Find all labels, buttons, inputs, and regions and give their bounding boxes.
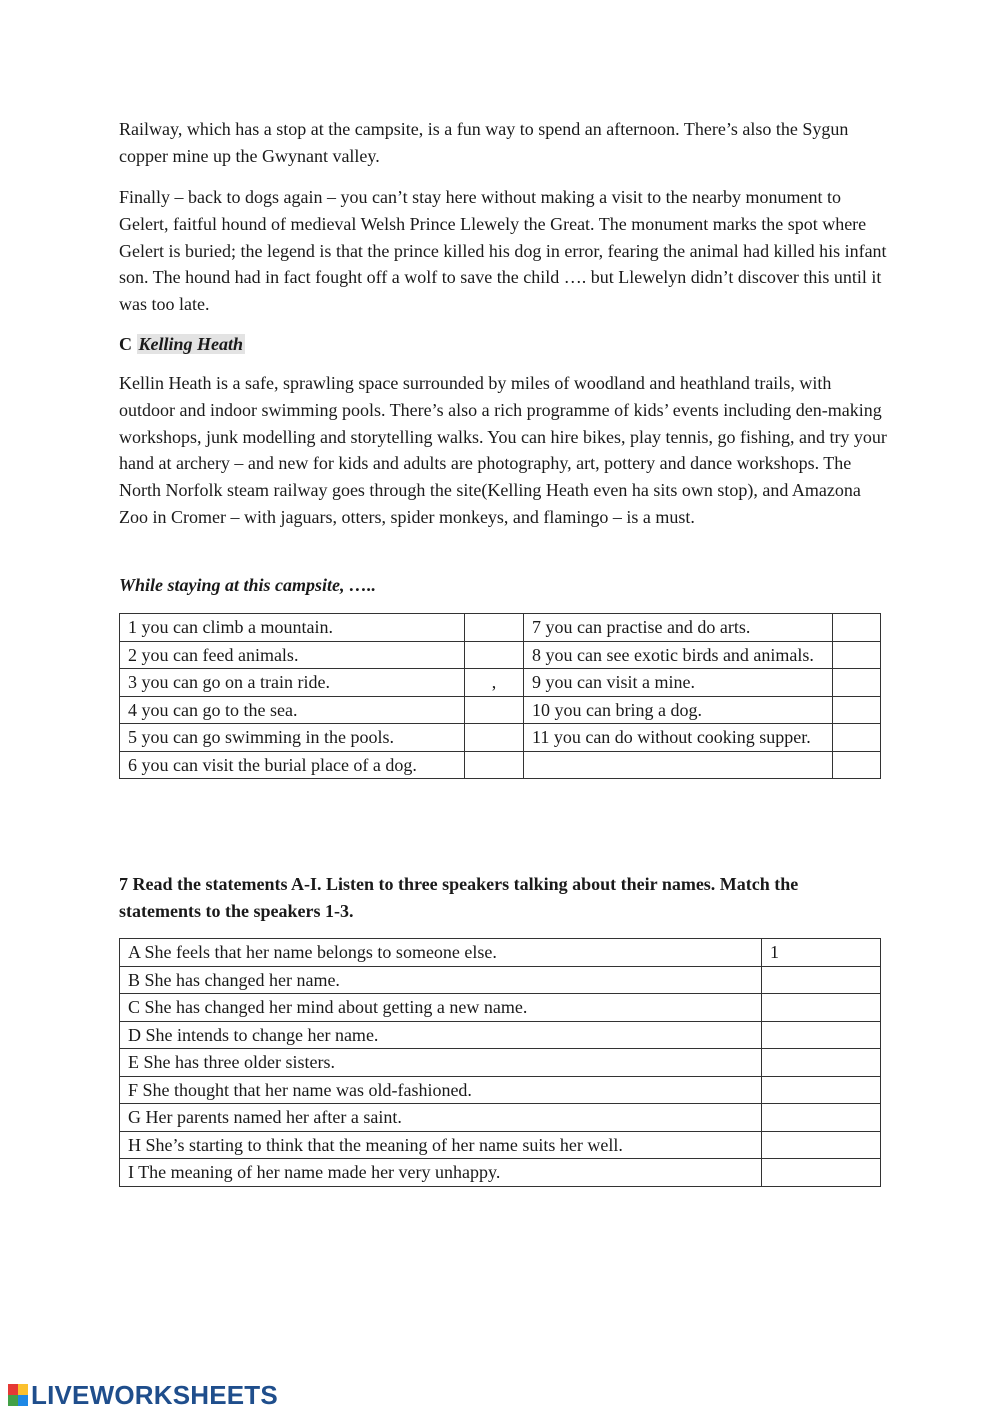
activity-cell [524,751,833,779]
statements-table [119,938,881,1187]
campsite-table [119,613,881,779]
paragraph-gelert: Finally – back to dogs again – you can’t stay here without making a visit to the nearby monument to Gelert, faitful hound of medieval Welsh Prince Llewely the Great. The monument marks the spot where Gelert is buried; the legend is that the prince killed his dog in error, fearing the animal had killed his infant son. The hound had in fact fought off a wolf to save the child …. but Llewelyn didn’t discover this until it was too late. [119,187,887,315]
activity-cell: 2 you can feed animals. [120,641,465,669]
answer-cell[interactable] [465,641,524,669]
activity-cell: 8 you can see exotic birds and animals. [524,641,833,669]
answer-cell[interactable] [465,696,524,724]
statement-text: G Her parents named her after a saint. [120,1104,762,1132]
answer-cell[interactable] [833,641,881,669]
activity-cell: 6 you can visit the burial place of a dog. [120,751,465,779]
answer-cell[interactable] [833,696,881,724]
statement-text: D She intends to change her name. [120,1021,762,1049]
answer-cell[interactable] [833,614,881,642]
statement-row [120,1104,881,1132]
activity-cell: 1 you can climb a mountain. [120,614,465,642]
campsite-row [120,724,881,752]
speaker-answer-cell[interactable] [762,966,881,994]
statement-text: H She’s starting to think that the meaning of her name suits her well. [120,1131,762,1159]
activity-cell: 3 you can go on a train ride. [120,669,465,697]
answer-cell[interactable] [833,751,881,779]
statement-text: A She feels that her name belongs to someone else. [120,939,762,967]
speaker-answer-cell[interactable] [762,994,881,1022]
section-c-letter: C [119,334,132,354]
speaker-answer-cell[interactable] [762,1131,881,1159]
section-c-heading [119,331,245,357]
logo-text: LIVEWORKSHEETS [31,1379,278,1410]
answer-cell[interactable] [833,724,881,752]
campsite-row [120,614,881,642]
activity-cell: 5 you can go swimming in the pools. [120,724,465,752]
speaker-answer-cell[interactable] [762,1159,881,1187]
logo-badge-icon [8,1384,28,1406]
statement-row [120,1159,881,1187]
statement-text: F She thought that her name was old-fashioned. [120,1076,762,1104]
statement-row [120,1049,881,1077]
statement-row [120,1131,881,1159]
activity-cell: 9 you can visit a mine. [524,669,833,697]
statement-text: B She has changed her name. [120,966,762,994]
answer-cell[interactable] [465,751,524,779]
activity-cell: 7 you can practise and do arts. [524,614,833,642]
speaker-answer-cell[interactable] [762,1076,881,1104]
activity-cell: 10 you can bring a dog. [524,696,833,724]
speaker-answer-cell[interactable]: 1 [762,939,881,967]
answer-cell[interactable] [465,724,524,752]
paragraph-railway: Railway, which has a stop at the campsite, is a fun way to spend an afternoon. There’s also the Sygun copper mine up the Gwynant valley. [119,119,849,166]
statement-row [120,994,881,1022]
while-staying-label: While staying at this campsite, ….. [119,575,377,595]
activity-cell: 11 you can do without cooking supper. [524,724,833,752]
campsite-row [120,751,881,779]
paragraph-kelling-heath: Kellin Heath is a safe, sprawling space surrounded by miles of woodland and heathland trails, with outdoor and indoor swimming pools. There’s also a rich programme of kids’ events including den-making workshops, junk modelling and storytelling walks. You can hire bikes, play tennis, go fishing, and try your hand at archery – and new for kids and adults are photography, art, pottery and dance workshops. The North Norfolk steam railway goes through the site(Kelling Heath even ha sits own stop), and Amazona Zoo in Cromer – with jaguars, otters, spider monkeys, and flamingo – is a must. [119,373,887,527]
campsite-row [120,669,881,697]
activity-cell: 4 you can go to the sea. [120,696,465,724]
section-c-title: Kelling Heath [138,334,244,354]
statement-text: E She has three older sisters. [120,1049,762,1077]
statement-text: C She has changed her mind about getting a new name. [120,994,762,1022]
answer-cell[interactable] [833,669,881,697]
campsite-row [120,641,881,669]
statement-row [120,1076,881,1104]
statement-row [120,1021,881,1049]
speaker-answer-cell[interactable] [762,1021,881,1049]
campsite-row [120,696,881,724]
speaker-answer-cell[interactable] [762,1049,881,1077]
statement-row [120,966,881,994]
answer-cell[interactable] [465,614,524,642]
statement-row [120,939,881,967]
statement-text: I The meaning of her name made her very unhappy. [120,1159,762,1187]
liveworksheets-logo [8,1380,278,1410]
speaker-answer-cell[interactable] [762,1104,881,1132]
task7-instructions: 7 Read the statements A-I. Listen to three speakers talking about their names. Match the statements to the speakers 1-3. [119,874,799,921]
answer-cell[interactable]: , [465,669,524,697]
